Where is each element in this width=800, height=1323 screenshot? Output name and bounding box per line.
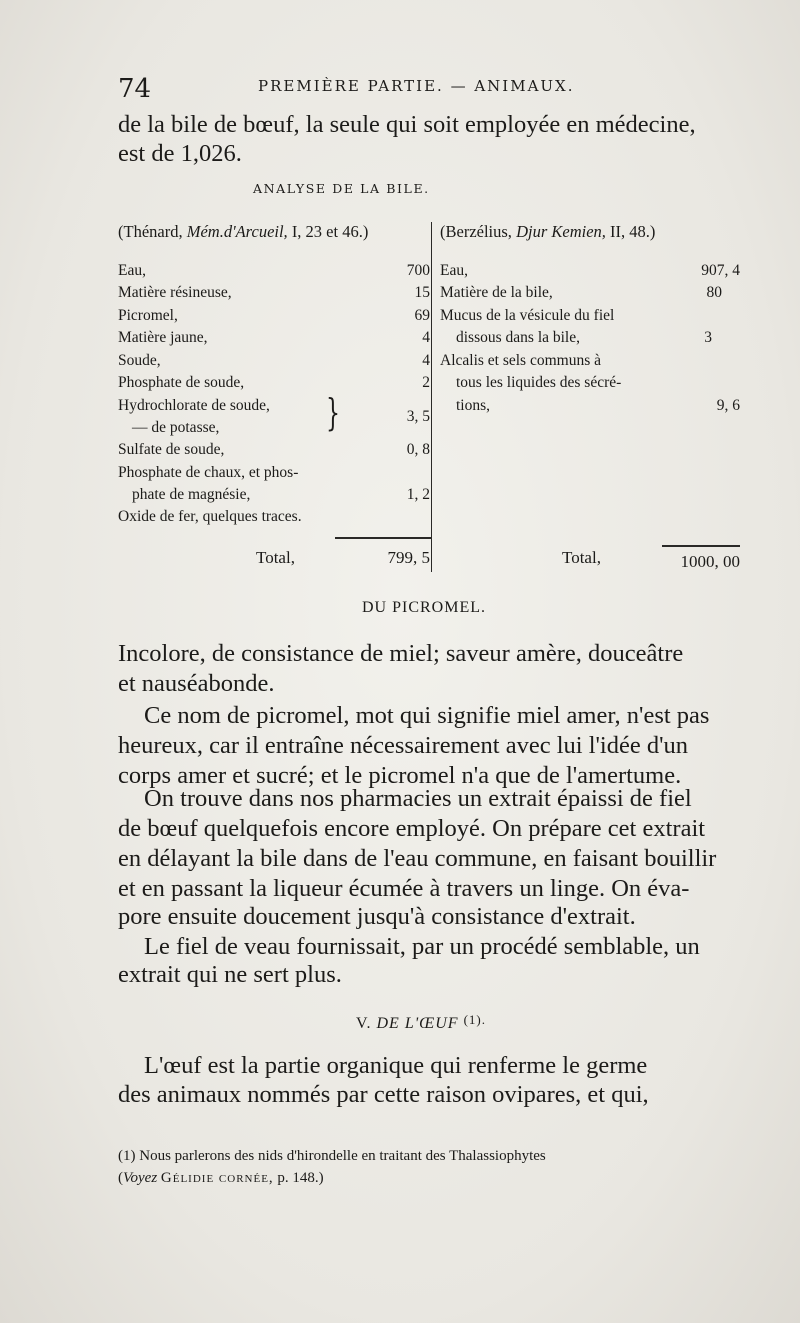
paragraph-line: en délayant la bile dans de l'eau commune, en faisant bouillir: [118, 845, 717, 872]
paragraph-line: et nauséabonde.: [118, 670, 275, 697]
table-row: Sulfate de soude,: [118, 441, 225, 458]
intro-line-2: est de 1,026.: [118, 140, 242, 167]
table-value: 69: [414, 307, 430, 324]
section-heading-picromel: DU PICROMEL.: [362, 599, 487, 616]
table-value: 1, 2: [406, 486, 430, 503]
table-value: 4: [422, 352, 430, 369]
table-value: 0, 8: [406, 441, 430, 458]
left-source: [118, 222, 368, 242]
table-value: 4: [422, 329, 430, 346]
table-row: phate de magnésie,: [132, 486, 251, 503]
right-source-work: Djur Kemien,: [516, 222, 606, 241]
table-value: 700: [406, 262, 430, 279]
paragraph-line: On trouve dans nos pharmacies un extrait épaissi de fiel: [144, 785, 692, 812]
paragraph-line: Ce nom de picromel, mot qui signifie miel amer, n'est pas: [144, 702, 710, 729]
table-row: Matière jaune,: [118, 329, 208, 346]
paragraph-line: heureux, car il entraîne nécessairement avec lui l'idée d'un: [118, 732, 689, 759]
section-title: DE L'ŒUF: [376, 1015, 459, 1032]
footnote-open-paren: (: [118, 1170, 123, 1186]
right-source: [440, 222, 655, 242]
table-row: Phosphate de soude,: [118, 374, 245, 391]
table-row: Matière résineuse,: [118, 284, 232, 301]
paragraph-line: L'œuf est la partie organique qui renferme le germe: [144, 1052, 648, 1079]
paragraph-line: corps amer et sucré; et le picromel n'a que de l'amertume.: [118, 762, 682, 789]
table-row-grouped-1: Hydrochlorate de soude,: [118, 397, 270, 414]
running-title: PREMIÈRE PARTIE. — ANIMAUX.: [258, 77, 575, 95]
left-total-rule: [335, 537, 431, 539]
intro-line-1: de la bile de bœuf, la seule qui soit employée en médecine,: [118, 111, 696, 138]
paragraph-line: pore ensuite doucement jusqu'à consistance d'extrait.: [118, 903, 636, 930]
brace-icon: }: [326, 393, 340, 436]
table-row: Eau,: [118, 262, 146, 279]
right-source-ref: II, 48.): [610, 222, 656, 241]
paragraph-line: des animaux nommés par cette raison ovipares, et qui,: [118, 1081, 649, 1108]
page-number: 74: [118, 74, 152, 104]
paragraph-line: Incolore, de consistance de miel; saveur amère, douceâtre: [118, 640, 684, 667]
table-row: Mucus de la vésicule du fiel: [440, 307, 615, 324]
table-column-divider: [431, 222, 432, 572]
table-row: dissous dans la bile,: [456, 329, 580, 346]
left-source-ref: I, 23 et 46.): [291, 222, 369, 241]
table-row: Oxide de fer, quelques traces.: [118, 508, 302, 525]
table-row: Alcalis et sels communs à: [440, 352, 601, 369]
table-value: 2: [422, 374, 430, 391]
footnote-line-1: (1) Nous parlerons des nids d'hirondelle en traitant des Thalassiophytes: [118, 1148, 546, 1164]
left-source-prefix: (Thénard,: [118, 222, 183, 241]
paragraph-line: de bœuf quelquefois encore employé. On prépare cet extrait: [118, 815, 706, 842]
table-value: 3, 5: [406, 408, 430, 425]
footnote-line-2: [118, 1170, 324, 1187]
paragraph-line: Le fiel de veau fournissait, par un procédé semblable, un: [144, 933, 700, 960]
table-caption: ANALYSE DE LA BILE.: [253, 181, 430, 196]
footnote-voyez: Voyez: [123, 1170, 158, 1186]
table-row: Eau,: [440, 262, 468, 279]
table-row-grouped-2: — de potasse,: [132, 419, 220, 436]
table-value: 9, 6: [716, 397, 740, 414]
footnote-reference: Gélidie cornée,: [160, 1170, 274, 1186]
right-total-label: Total,: [562, 548, 601, 567]
table-row: tions,: [456, 397, 491, 414]
table-value: 3: [704, 329, 712, 346]
left-source-work: Mém.d'Arcueil,: [186, 222, 288, 241]
right-source-prefix: (Berzélius,: [440, 222, 512, 241]
table-value: 15: [414, 284, 430, 301]
table-row: tous les liquides des sécré-: [456, 374, 622, 391]
right-total-rule: [662, 545, 740, 547]
section-number: V.: [356, 1015, 372, 1032]
table-value: 80: [706, 284, 722, 301]
footnote-marker: (1).: [463, 1012, 486, 1027]
table-row: Phosphate de chaux, et phos-: [118, 464, 299, 481]
table-row: Soude,: [118, 352, 161, 369]
table-value: 907, 4: [701, 262, 740, 279]
table-row: Matière de la bile,: [440, 284, 553, 301]
table-row: Picromel,: [118, 307, 178, 324]
right-total-value: 1000, 00: [680, 552, 740, 571]
paragraph-line: et en passant la liqueur écumée à travers un linge. On éva-: [118, 875, 690, 902]
left-total-label: Total,: [256, 548, 295, 567]
footnote-page: p. 148.): [277, 1170, 324, 1186]
paragraph-line: extrait qui ne sert plus.: [118, 961, 342, 988]
left-total-value: 799, 5: [387, 548, 430, 567]
section-heading-oeuf: [356, 1012, 486, 1033]
